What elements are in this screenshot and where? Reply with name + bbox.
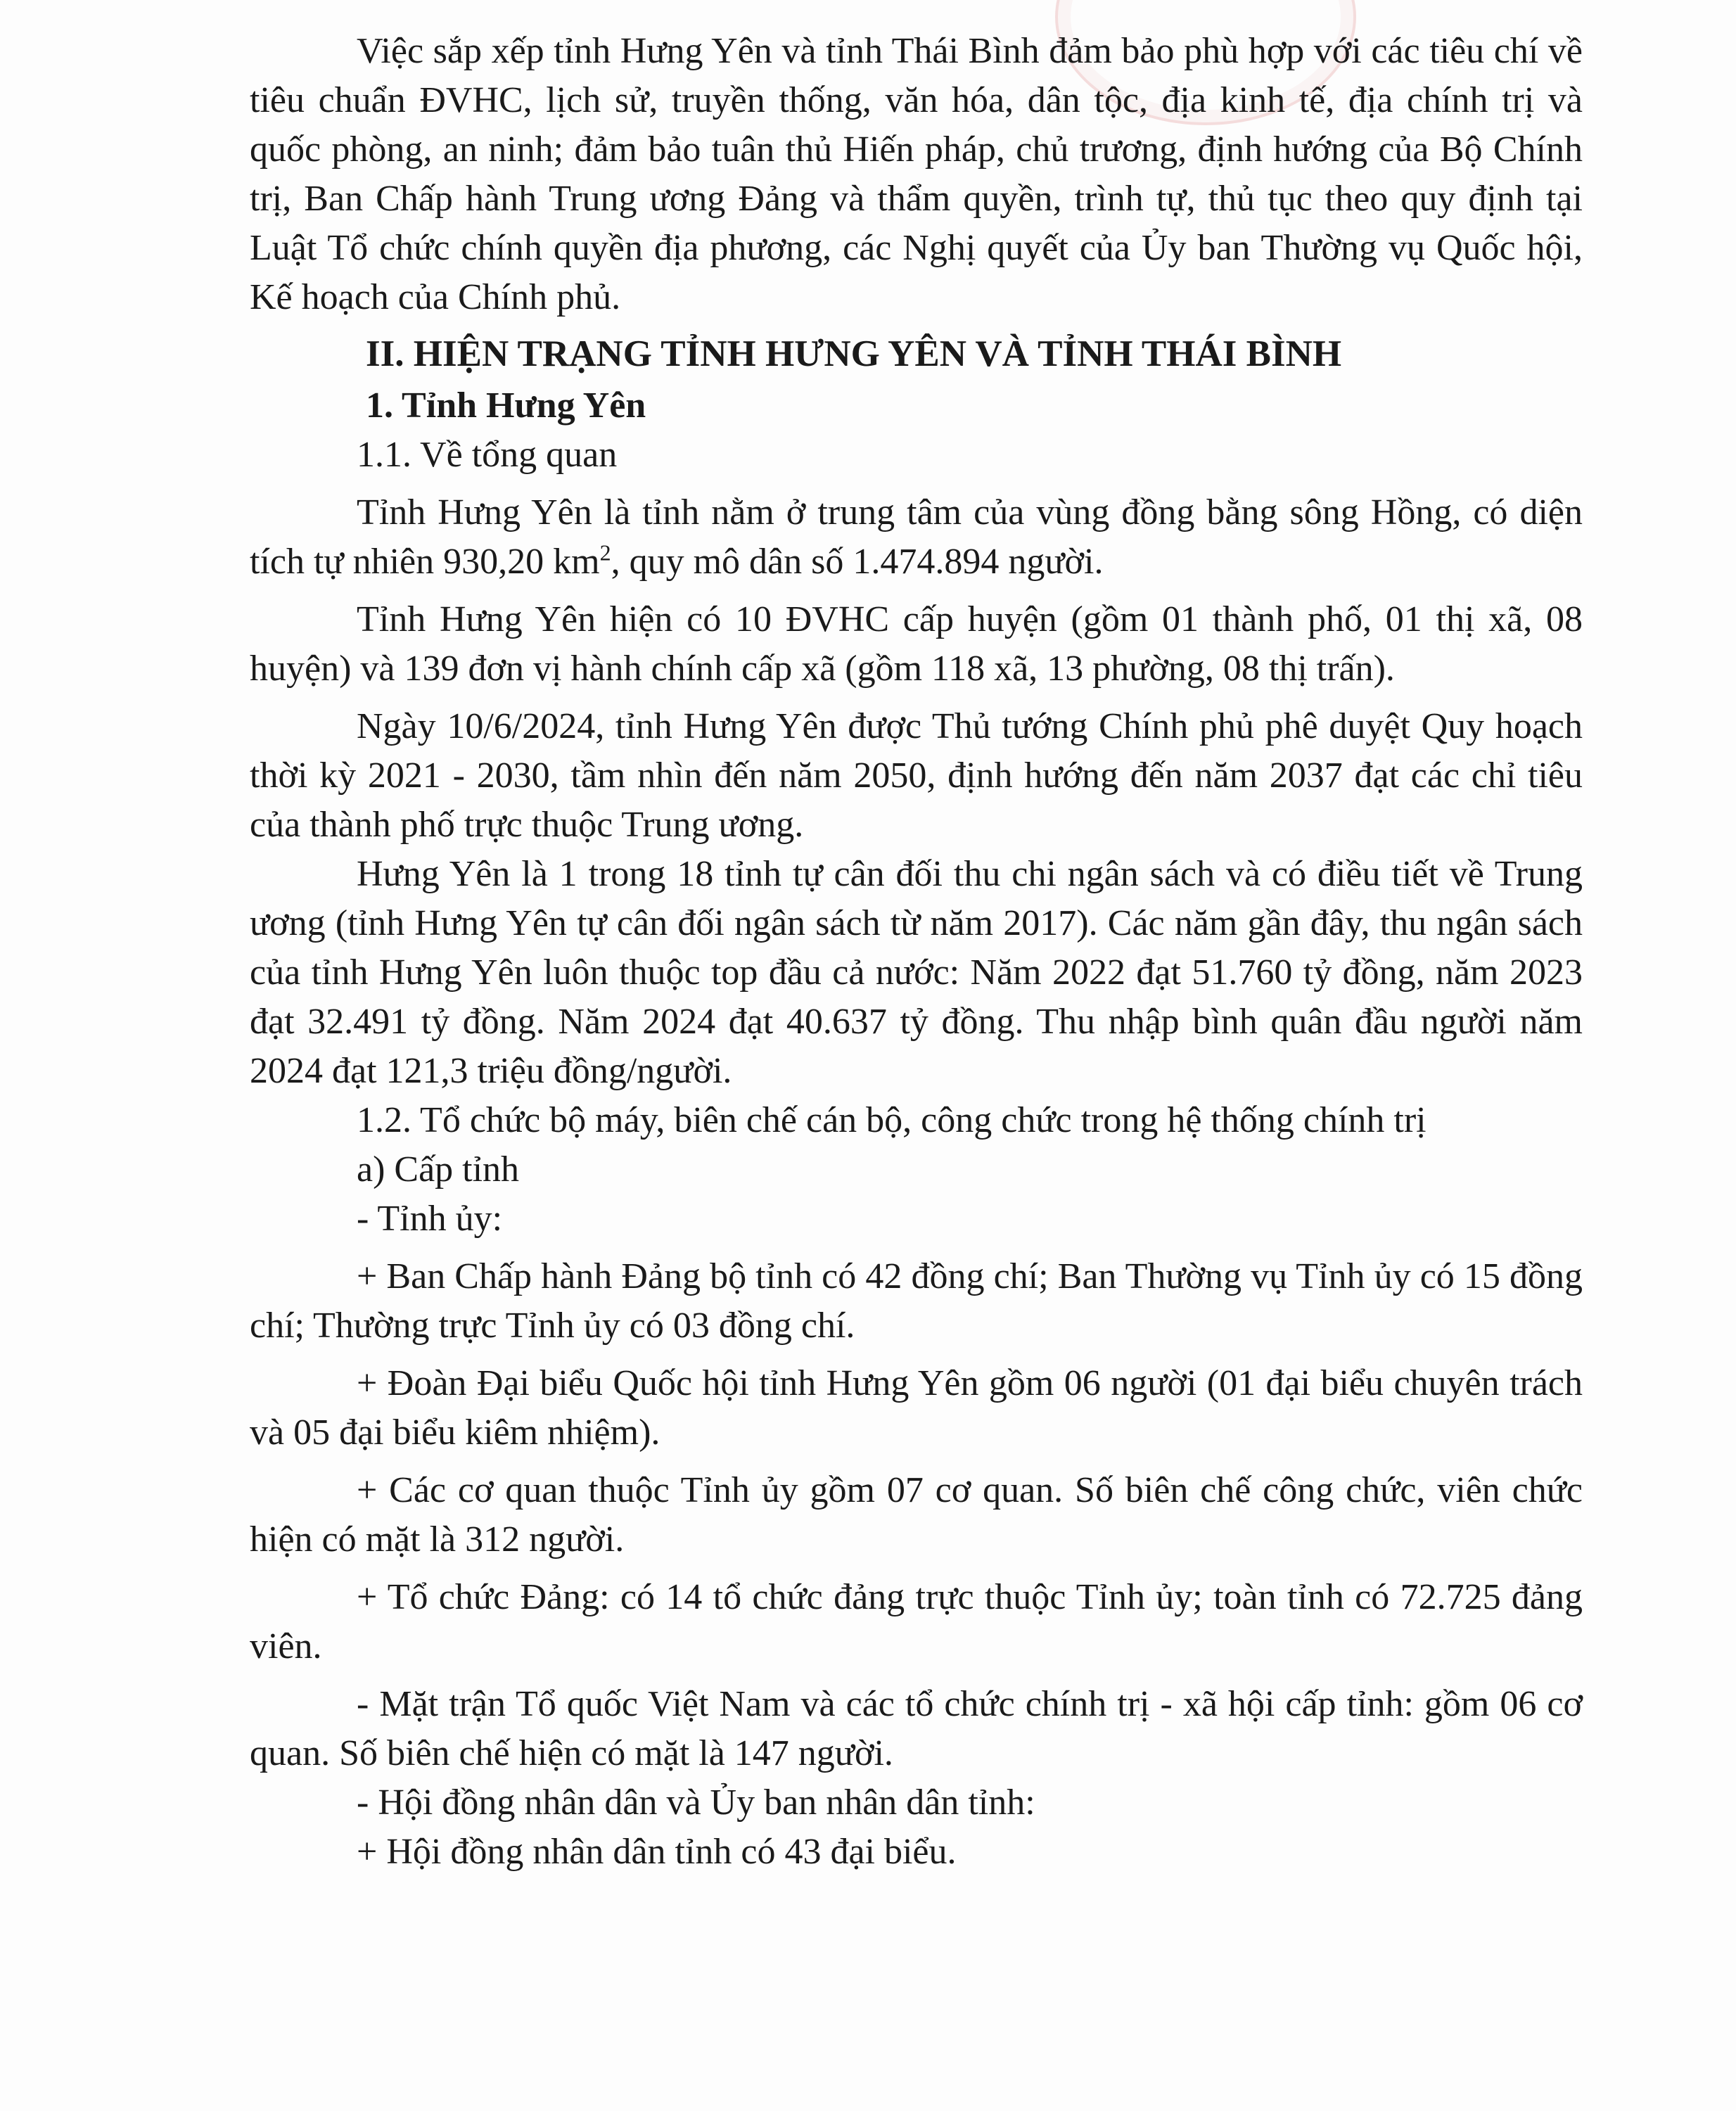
document-body <box>250 27 1583 1877</box>
overview-paragraph <box>250 488 1583 587</box>
doan-dbqh-paragraph: + Đoàn Đại biểu Quốc hội tỉnh Hưng Yên gồm 06 người (01 đại biểu chuyên trách và 05 đại biểu kiêm nhiệm). <box>250 1363 1583 1453</box>
mat-tran-paragraph: - Mặt trận Tổ quốc Việt Nam và các tổ chức chính trị - xã hội cấp tỉnh: gồm 06 cơ quan. Số biên chế hiện có mặt là 147 người. <box>250 1684 1583 1773</box>
tinh-uy: - Tỉnh ủy: <box>357 1199 503 1239</box>
budget-paragraph: Hưng Yên là 1 trong 18 tỉnh tự cân đối thu chi ngân sách và có điều tiết về Trung ương (tỉnh Hưng Yên tự cân đối ngân sách từ năm 2017). Các năm gần đây, thu ngân sách của tỉnh Hưng Yên luôn thuộc top đầu cả nước: Năm 2022 đạt 51.760 tỷ đồng, năm 2023 đạt 32.491 tỷ đồng. Năm 2024 đạt 40.637 tỷ đồng. Thu nhập bình quân đầu người năm 2024 đạt 121,3 triệu đồng/người. <box>250 854 1583 1091</box>
overview-text-end: , quy mô dân số 1.474.894 người. <box>611 542 1104 582</box>
superscript: 2 <box>599 540 611 566</box>
bch-paragraph: + Ban Chấp hành Đảng bộ tỉnh có 42 đồng chí; Ban Thường vụ Tỉnh ủy có 15 đồng chí; Thường trực Tỉnh ủy có 03 đồng chí. <box>250 1256 1583 1346</box>
hdnd-ubnd-line: - Hội đồng nhân dân và Ủy ban nhân dân tỉnh: <box>357 1782 1035 1823</box>
item-1-2: 1.2. Tổ chức bộ máy, biên chế cán bộ, công chức trong hệ thống chính trị <box>357 1100 1427 1140</box>
item-a: a) Cấp tỉnh <box>357 1149 520 1190</box>
intro-paragraph: Việc sắp xếp tỉnh Hưng Yên và tỉnh Thái Bình đảm bảo phù hợp với các tiêu chí về tiêu chuẩn ĐVHC, lịch sử, truyền thống, văn hóa, dân tộc, địa kinh tế, địa chính trị và quốc phòng, an ninh; đảm bảo tuân thủ Hiến pháp, chủ trương, định hướng của Bộ Chính trị, Ban Chấp hành Trung ương Đảng và thẩm quyền, trình tự, thủ tục theo quy định tại Luật Tổ chức chính quyền địa phương, các Nghị quyết của Ủy ban Thường vụ Quốc hội, Kế hoạch của Chính phủ. <box>250 31 1583 317</box>
admin-units-paragraph: Tỉnh Hưng Yên hiện có 10 ĐVHC cấp huyện (gồm 01 thành phố, 01 thị xã, 08 huyện) và 139 đơn vị hành chính cấp xã (gồm 118 xã, 13 phường, 08 thị trấn). <box>250 599 1583 689</box>
section-heading: II. HIỆN TRẠNG TỈNH HƯNG YÊN VÀ TỈNH THÁI BÌNH <box>366 333 1342 374</box>
item-1-1: 1.1. Về tổng quan <box>357 435 618 475</box>
overview-text: Tỉnh Hưng Yên là tỉnh nằm ở trung tâm của vùng đồng bằng sông Hồng, có diện tích tự nhiên 930,20 km <box>250 492 1583 582</box>
planning-paragraph: Ngày 10/6/2024, tỉnh Hưng Yên được Thủ tướng Chính phủ phê duyệt Quy hoạch thời kỳ 2021 - 2030, tầm nhìn đến năm 2050, định hướng đến năm 2037 đạt các chỉ tiêu của thành phố trực thuộc Trung ương. <box>250 706 1583 845</box>
subsection-heading: 1. Tỉnh Hưng Yên <box>366 385 646 426</box>
hdnd-line: + Hội đồng nhân dân tỉnh có 43 đại biểu. <box>357 1832 957 1872</box>
co-quan-paragraph: + Các cơ quan thuộc Tỉnh ủy gồm 07 cơ quan. Số biên chế công chức, viên chức hiện có mặt là 312 người. <box>250 1470 1583 1560</box>
to-chuc-dang-paragraph: + Tổ chức Đảng: có 14 tổ chức đảng trực thuộc Tỉnh ủy; toàn tỉnh có 72.725 đảng viên. <box>250 1577 1583 1666</box>
